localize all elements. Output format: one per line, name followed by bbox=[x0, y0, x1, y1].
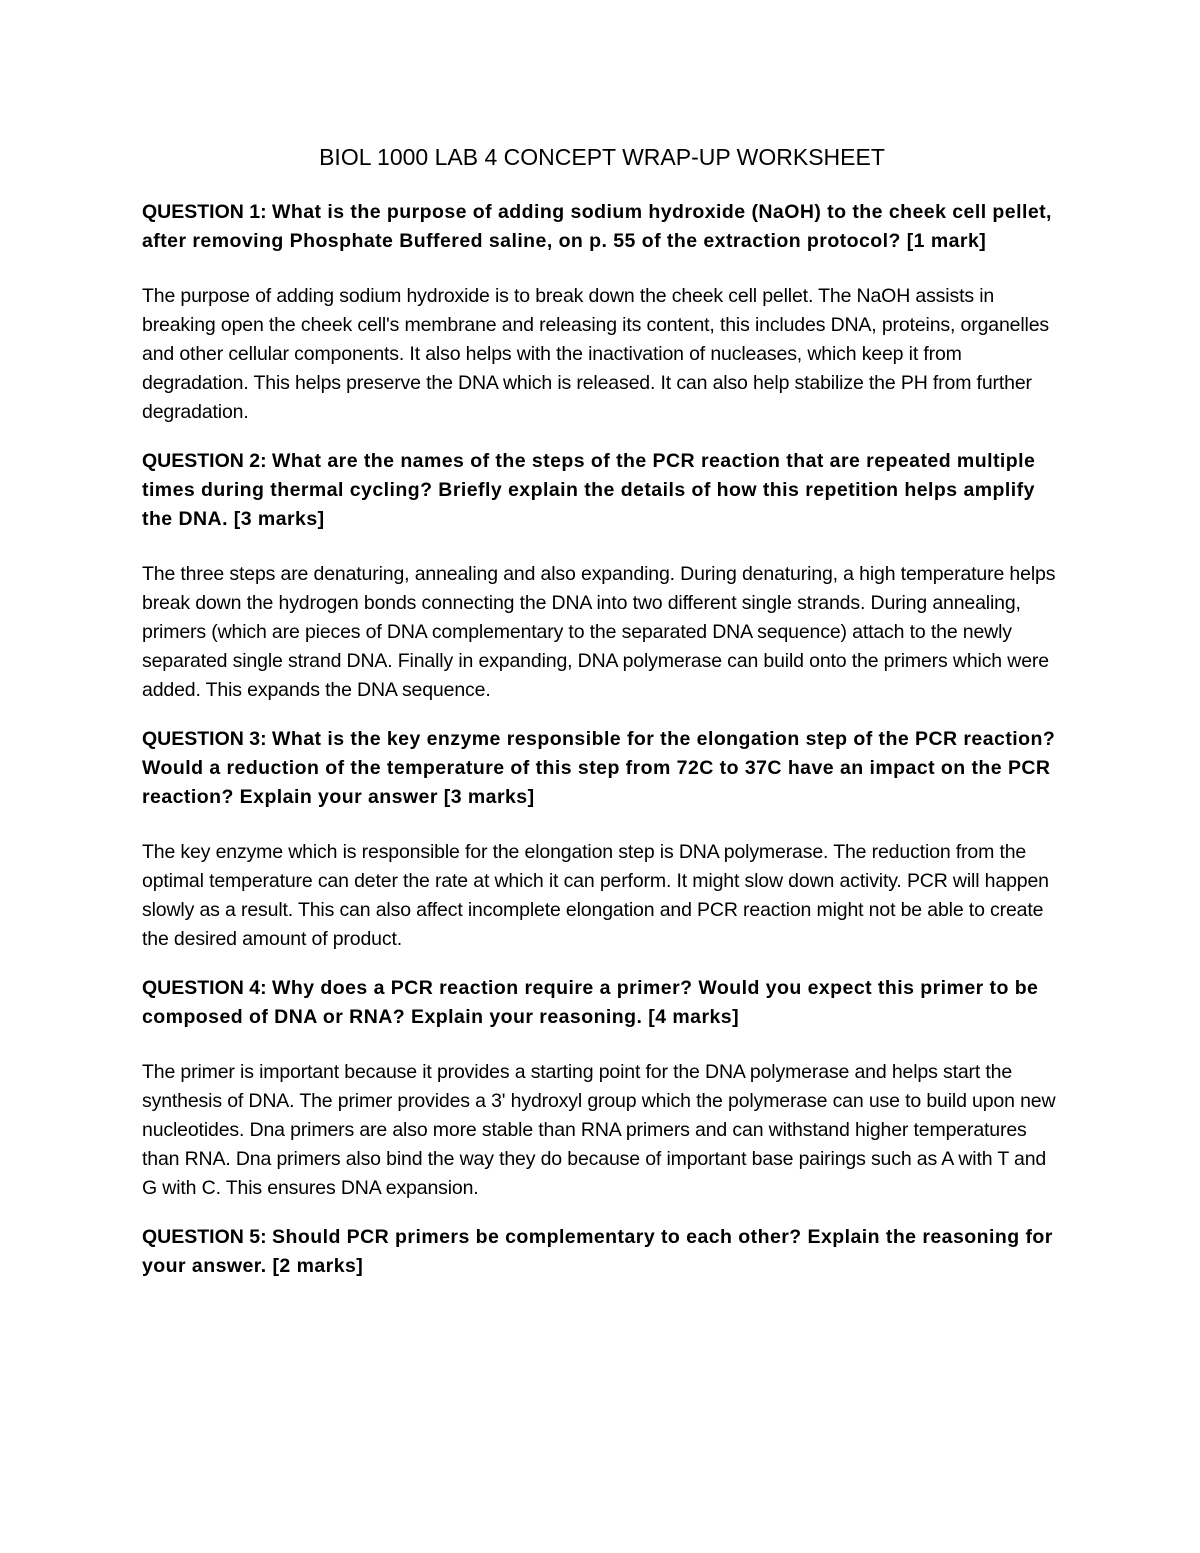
question-2-prompt bbox=[142, 447, 1062, 534]
question-3-prompt bbox=[142, 725, 1062, 812]
document-title: BIOL 1000 LAB 4 CONCEPT WRAP-UP WORKSHEET bbox=[319, 144, 885, 170]
question-5-label: QUESTION 5: bbox=[142, 1226, 267, 1248]
question-4-prompt bbox=[142, 974, 1062, 1032]
question-1-label: QUESTION 1: bbox=[142, 201, 267, 223]
question-1-answer: The purpose of adding sodium hydroxide is to break down the cheek cell pellet. The NaOH assists in breaking open the cheek cell's membrane and releasing its content, this includes DNA, proteins, organelles and other cellular components. It also helps with the inactivation of nucleases, which keep it from degradation. This helps preserve the DNA which is released. It can also help stabilize the PH from further degradation. bbox=[142, 285, 1050, 423]
question-4-block bbox=[142, 974, 1062, 1203]
question-1-prompt bbox=[142, 198, 1062, 256]
question-4-text: Why does a PCR reaction require a primer? Would you expect this primer to be composed of DNA or RNA? Explain your reasoning. [4 marks] bbox=[142, 977, 1039, 1028]
question-4-answer: The primer is important because it provides a starting point for the DNA polymerase and helps start the synthesis of DNA. The primer provides a 3' hydroxyl group which the polymerase can use to build upon new nucleotides. Dna primers are also more stable than RNA primers and can withstand higher temperatures than RNA. Dna primers also bind the way they do because of important base pairings such as A with T and G with C. This ensures DNA expansion. bbox=[142, 1061, 1056, 1199]
question-2-answer: The three steps are denaturing, annealing and also expanding. During denaturing, a high temperature helps break down the hydrogen bonds connecting the DNA into two different single strands. During annealing, primers (which are pieces of DNA complementary to the separated DNA sequence) attach to the newly separated single strand DNA. Finally in expanding, DNA polymerase can build onto the primers which were added. This expands the DNA sequence. bbox=[142, 563, 1056, 701]
question-1-block bbox=[142, 198, 1062, 427]
question-5-block bbox=[142, 1223, 1062, 1281]
question-3-block bbox=[142, 725, 1062, 954]
question-2-block bbox=[142, 447, 1062, 705]
question-2-text: What are the names of the steps of the PCR reaction that are repeated multiple times during thermal cycling? Briefly explain the details of how this repetition helps amplify the DNA. [3 marks] bbox=[142, 450, 1036, 530]
question-2-label: QUESTION 2: bbox=[142, 450, 267, 472]
question-1-text: What is the purpose of adding sodium hydroxide (NaOH) to the cheek cell pellet, after removing Phosphate Buffered saline, on p. 55 of the extraction protocol? [1 mark] bbox=[142, 201, 1052, 252]
worksheet-page bbox=[142, 138, 1062, 1281]
question-4-label: QUESTION 4: bbox=[142, 977, 267, 999]
question-5-text: Should PCR primers be complementary to each other? Explain the reasoning for your answer. [2 marks] bbox=[142, 1226, 1053, 1277]
question-5-prompt bbox=[142, 1223, 1062, 1281]
question-3-text: What is the key enzyme responsible for the elongation step of the PCR reaction? Would a reduction of the temperature of this step from 72C to 37C have an impact on the PCR reaction? Explain your answer [3 marks] bbox=[142, 728, 1056, 808]
question-3-label: QUESTION 3: bbox=[142, 728, 267, 750]
question-3-answer: The key enzyme which is responsible for the elongation step is DNA polymerase. The reduction from the optimal temperature can deter the rate at which it can perform. It might slow down activity. PCR will happen slowly as a result. This can also affect incomplete elongation and PCR reaction might not be able to create the desired amount of product. bbox=[142, 841, 1049, 950]
